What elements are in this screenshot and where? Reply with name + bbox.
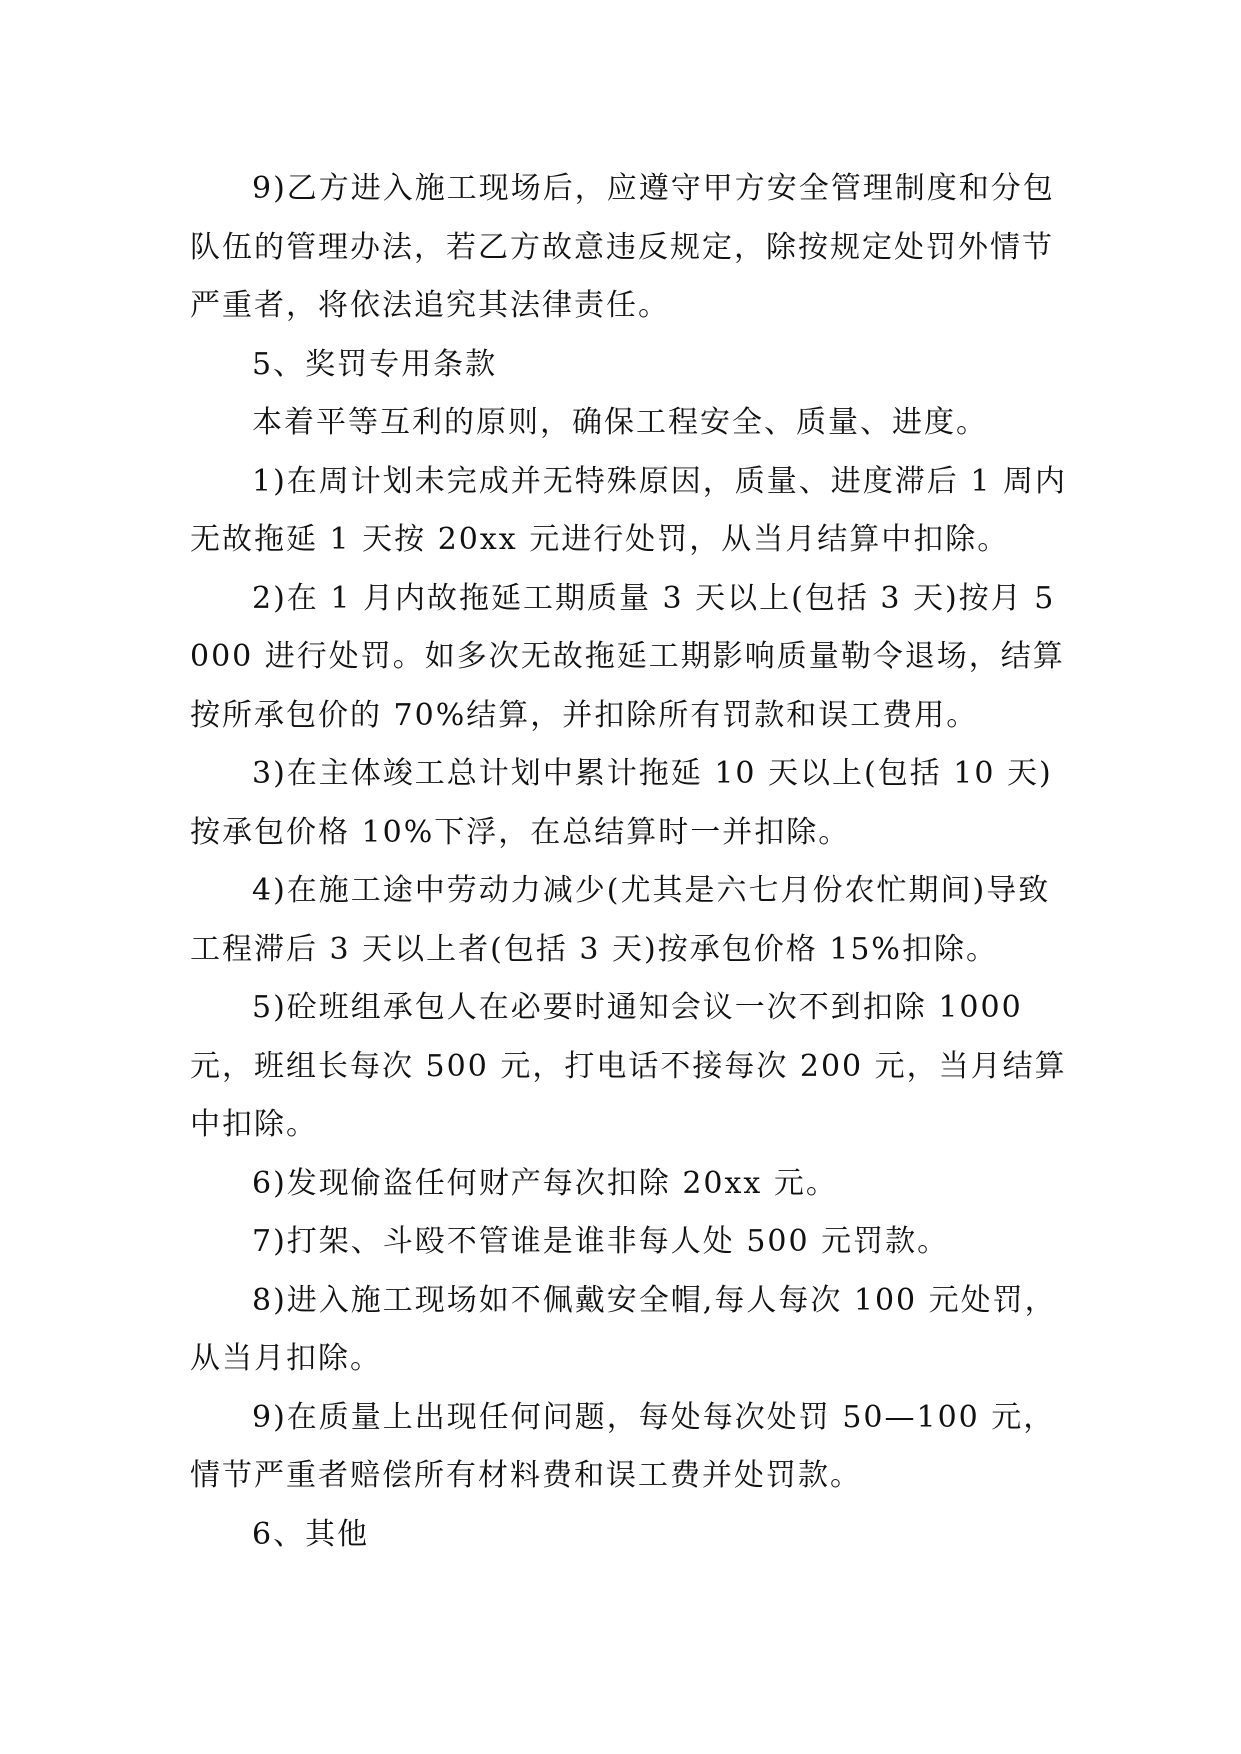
paragraph-principle: 本着平等互利的原则，确保工程安全、质量、进度。	[252, 405, 988, 440]
paragraph-9-safety-rules: 9)乙方进入施工现场后，应遵守甲方安全管理制度和分包队伍的管理办法，若乙方故意违反规定，除按规定处罚外情节严重者，将依法追究其法律责任。	[190, 171, 1055, 323]
paragraph-2-monthly-delay: 2)在 1 月内故拖延工期质量 3 天以上(包括 3 天)按月 5000 进行处罚。如多次无故拖延工期影响质量勒令退场，结算按所承包价的 70%结算，并扣除所有罚款和误工费用。	[190, 580, 1065, 733]
paragraph-3-main-completion-delay: 3)在主体竣工总计划中累计拖延 10 天以上(包括 10 天)按承包价格 10%下浮，在总结算时一并扣除。	[190, 756, 1053, 850]
section-heading-other: 6、其他	[252, 1516, 370, 1552]
paragraph-4-labor-reduction: 4)在施工途中劳动力减少(尤其是六七月份农忙期间)导致工程滞后 3 天以上者(包括 3 天)按承包价格 15%扣除。	[190, 873, 1051, 967]
paragraph-8-safety-helmet: 8)进入施工现场如不佩戴安全帽,每人每次 100 元处罚，从当月扣除。	[190, 1282, 1057, 1376]
document-body	[190, 160, 1070, 1564]
paragraph-9-quality-issues: 9)在质量上出现任何问题，每处每次处罚 50—100 元，情节严重者赔偿所有材料费和误工费并处罚款。	[190, 1399, 1056, 1493]
paragraph-6-theft: 6)发现偷盗任何财产每次扣除 20xx 元。	[252, 1165, 838, 1201]
paragraph-7-fighting: 7)打架、斗殴不管谁是谁非每人处 500 元罚款。	[252, 1224, 950, 1259]
section-heading-rewards-penalties: 5、奖罚专用条款	[252, 346, 498, 382]
paragraph-1-delay-penalty: 1)在周计划未完成并无特殊原因，质量、进度滞后 1 周内无故拖延 1 天按 20xx 元进行处罚，从当月结算中扣除。	[190, 463, 1067, 557]
paragraph-5-meeting-absence: 5)砼班组承包人在必要时通知会议一次不到扣除 1000 元，班组长每次 500 元，打电话不接每次 200 元，当月结算中扣除。	[190, 990, 1067, 1142]
